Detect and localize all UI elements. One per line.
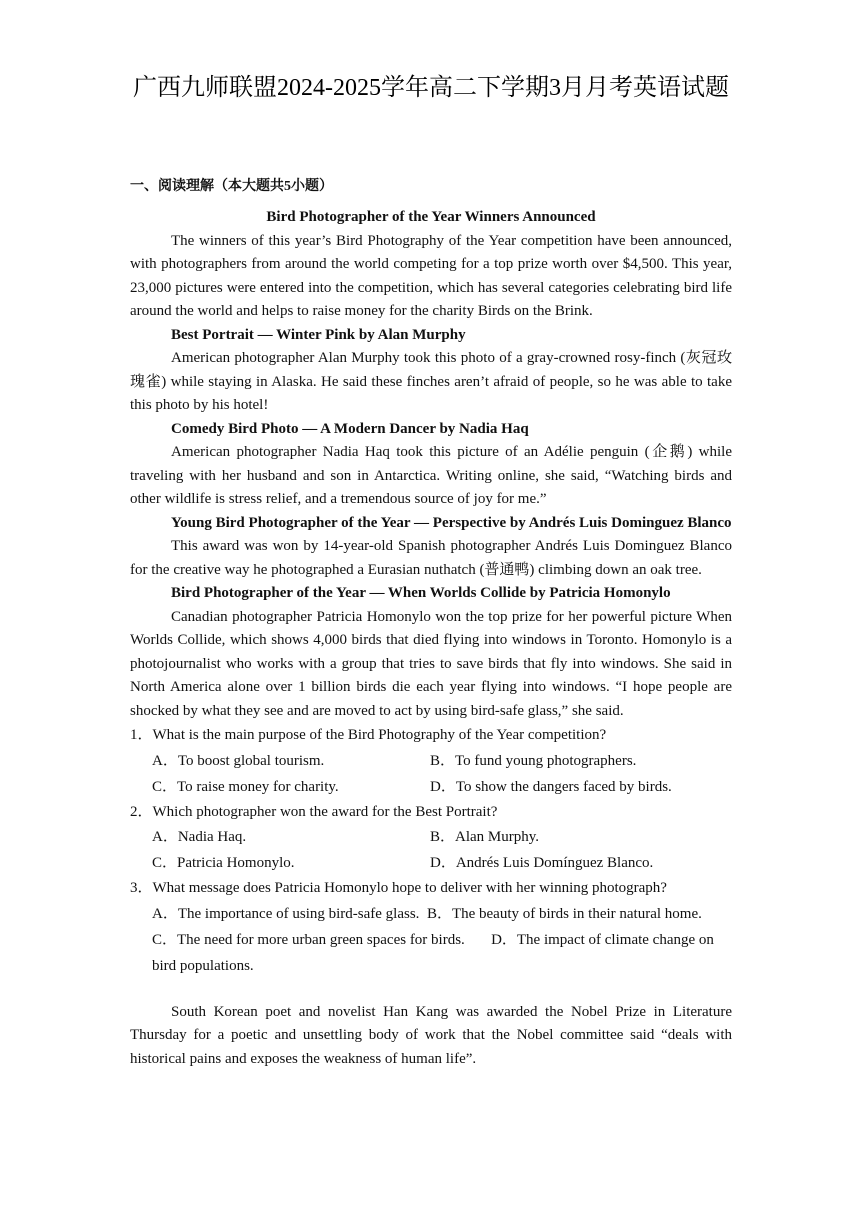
passage-heading: Bird Photographer of the Year Winners Announced bbox=[266, 209, 596, 225]
option-b[interactable]: B．To fund young photographers. bbox=[430, 752, 637, 769]
option-c[interactable]: C．Patricia Homonylo. bbox=[152, 855, 295, 871]
award-title: Young Bird Photographer of the Year — Perspective by Andrés Luis Dominguez Blanco bbox=[171, 514, 732, 531]
option-b[interactable]: B．The beauty of birds in their natural home. bbox=[426, 905, 702, 922]
option-row bbox=[130, 774, 732, 800]
award-title: Comedy Bird Photo — A Modern Dancer by Nadia Haq bbox=[171, 420, 529, 437]
page-title: 广西九师联盟2024-2025学年高二下学期3月月考英语试题 bbox=[133, 75, 729, 101]
option-c[interactable]: C．To raise money for charity. bbox=[152, 778, 339, 795]
option-a[interactable]: A．To boost global tourism. bbox=[152, 752, 325, 769]
option-b[interactable]: B．Alan Murphy. bbox=[430, 829, 540, 845]
award-text: This award was won by 14-year-old Spanish photographer Andrés Luis Dominguez Blanco for the creative way he photographed a Eurasian nuthatch (普通鸭) climbing down an oak tree. bbox=[130, 538, 732, 578]
option-d-continuation: bird populations. bbox=[152, 957, 254, 974]
option-row bbox=[130, 901, 732, 927]
option-d[interactable]: D．To show the dangers faced by birds. bbox=[430, 778, 672, 795]
passage2-intro: South Korean poet and novelist Han Kang was awarded the Nobel Prize in Literature Thursday for a poetic and unsettling body of work that the Nobel committee said “deals with historical pains and exposes the weakness of human life”. bbox=[130, 1003, 732, 1067]
passage-intro: The winners of this year’s Bird Photography of the Year competition have been announced, with photographers from around the world competing for a top prize worth over $4,500. This year, 23,000 pictures were entered into the competition, which has several categories celebrating bird life around the world and helps to raise money for the charity Birds on the Brink. bbox=[130, 232, 732, 319]
option-c[interactable]: C．The need for more urban green spaces for birds. bbox=[152, 931, 465, 948]
option-row bbox=[130, 850, 732, 876]
award-text: Canadian photographer Patricia Homonylo won the top prize for her powerful picture When Worlds Collide, which shows 4,000 birds that died flying into windows in Toronto. Homonylo is a photojournalist who works with a group that tries to save birds that fly into windows. She said in North America alone over 1 billion birds die each year flying into windows. “I hope people are shocked by what they see and are moved to act by using bird-safe glass,” she said. bbox=[130, 608, 732, 719]
option-a[interactable]: A．Nadia Haq. bbox=[152, 829, 247, 845]
option-row bbox=[130, 927, 732, 979]
award-text: American photographer Alan Murphy took this photo of a gray-crowned rosy-finch (灰冠玫瑰雀) while staying in Alaska. He said these finches aren’t afraid of people, so he was able to take this photo by his hotel! bbox=[130, 350, 732, 413]
option-d[interactable]: D．Andrés Luis Domínguez Blanco. bbox=[430, 855, 654, 871]
question-stem: 3．What message does Patricia Homonylo hope to deliver with her winning photograph? bbox=[130, 880, 667, 896]
award-title: Best Portrait — Winter Pink by Alan Murphy bbox=[171, 326, 466, 343]
reading-content bbox=[130, 206, 732, 1071]
option-row bbox=[130, 748, 732, 774]
option-a[interactable]: A．The importance of using bird-safe glass. bbox=[152, 905, 420, 922]
section-header: 一、阅读理解（本大题共5小题） bbox=[130, 179, 333, 194]
option-row bbox=[130, 824, 732, 850]
spacer bbox=[130, 979, 732, 1001]
question-stem: 2．Which photographer won the award for the Best Portrait? bbox=[130, 803, 498, 820]
question-stem: 1．What is the main purpose of the Bird Photography of the Year competition? bbox=[130, 727, 607, 743]
award-title: Bird Photographer of the Year — When Worlds Collide by Patricia Homonylo bbox=[171, 585, 671, 601]
option-d[interactable]: D．The impact of climate change on bbox=[491, 931, 714, 948]
award-text: American photographer Nadia Haq took this picture of an Adélie penguin (企鹅) while traveling with her husband and son in Antarctica. Writing online, she said, “Watching birds and other wildlife is stress relief, and a tremendous source of joy for me.” bbox=[130, 444, 732, 507]
